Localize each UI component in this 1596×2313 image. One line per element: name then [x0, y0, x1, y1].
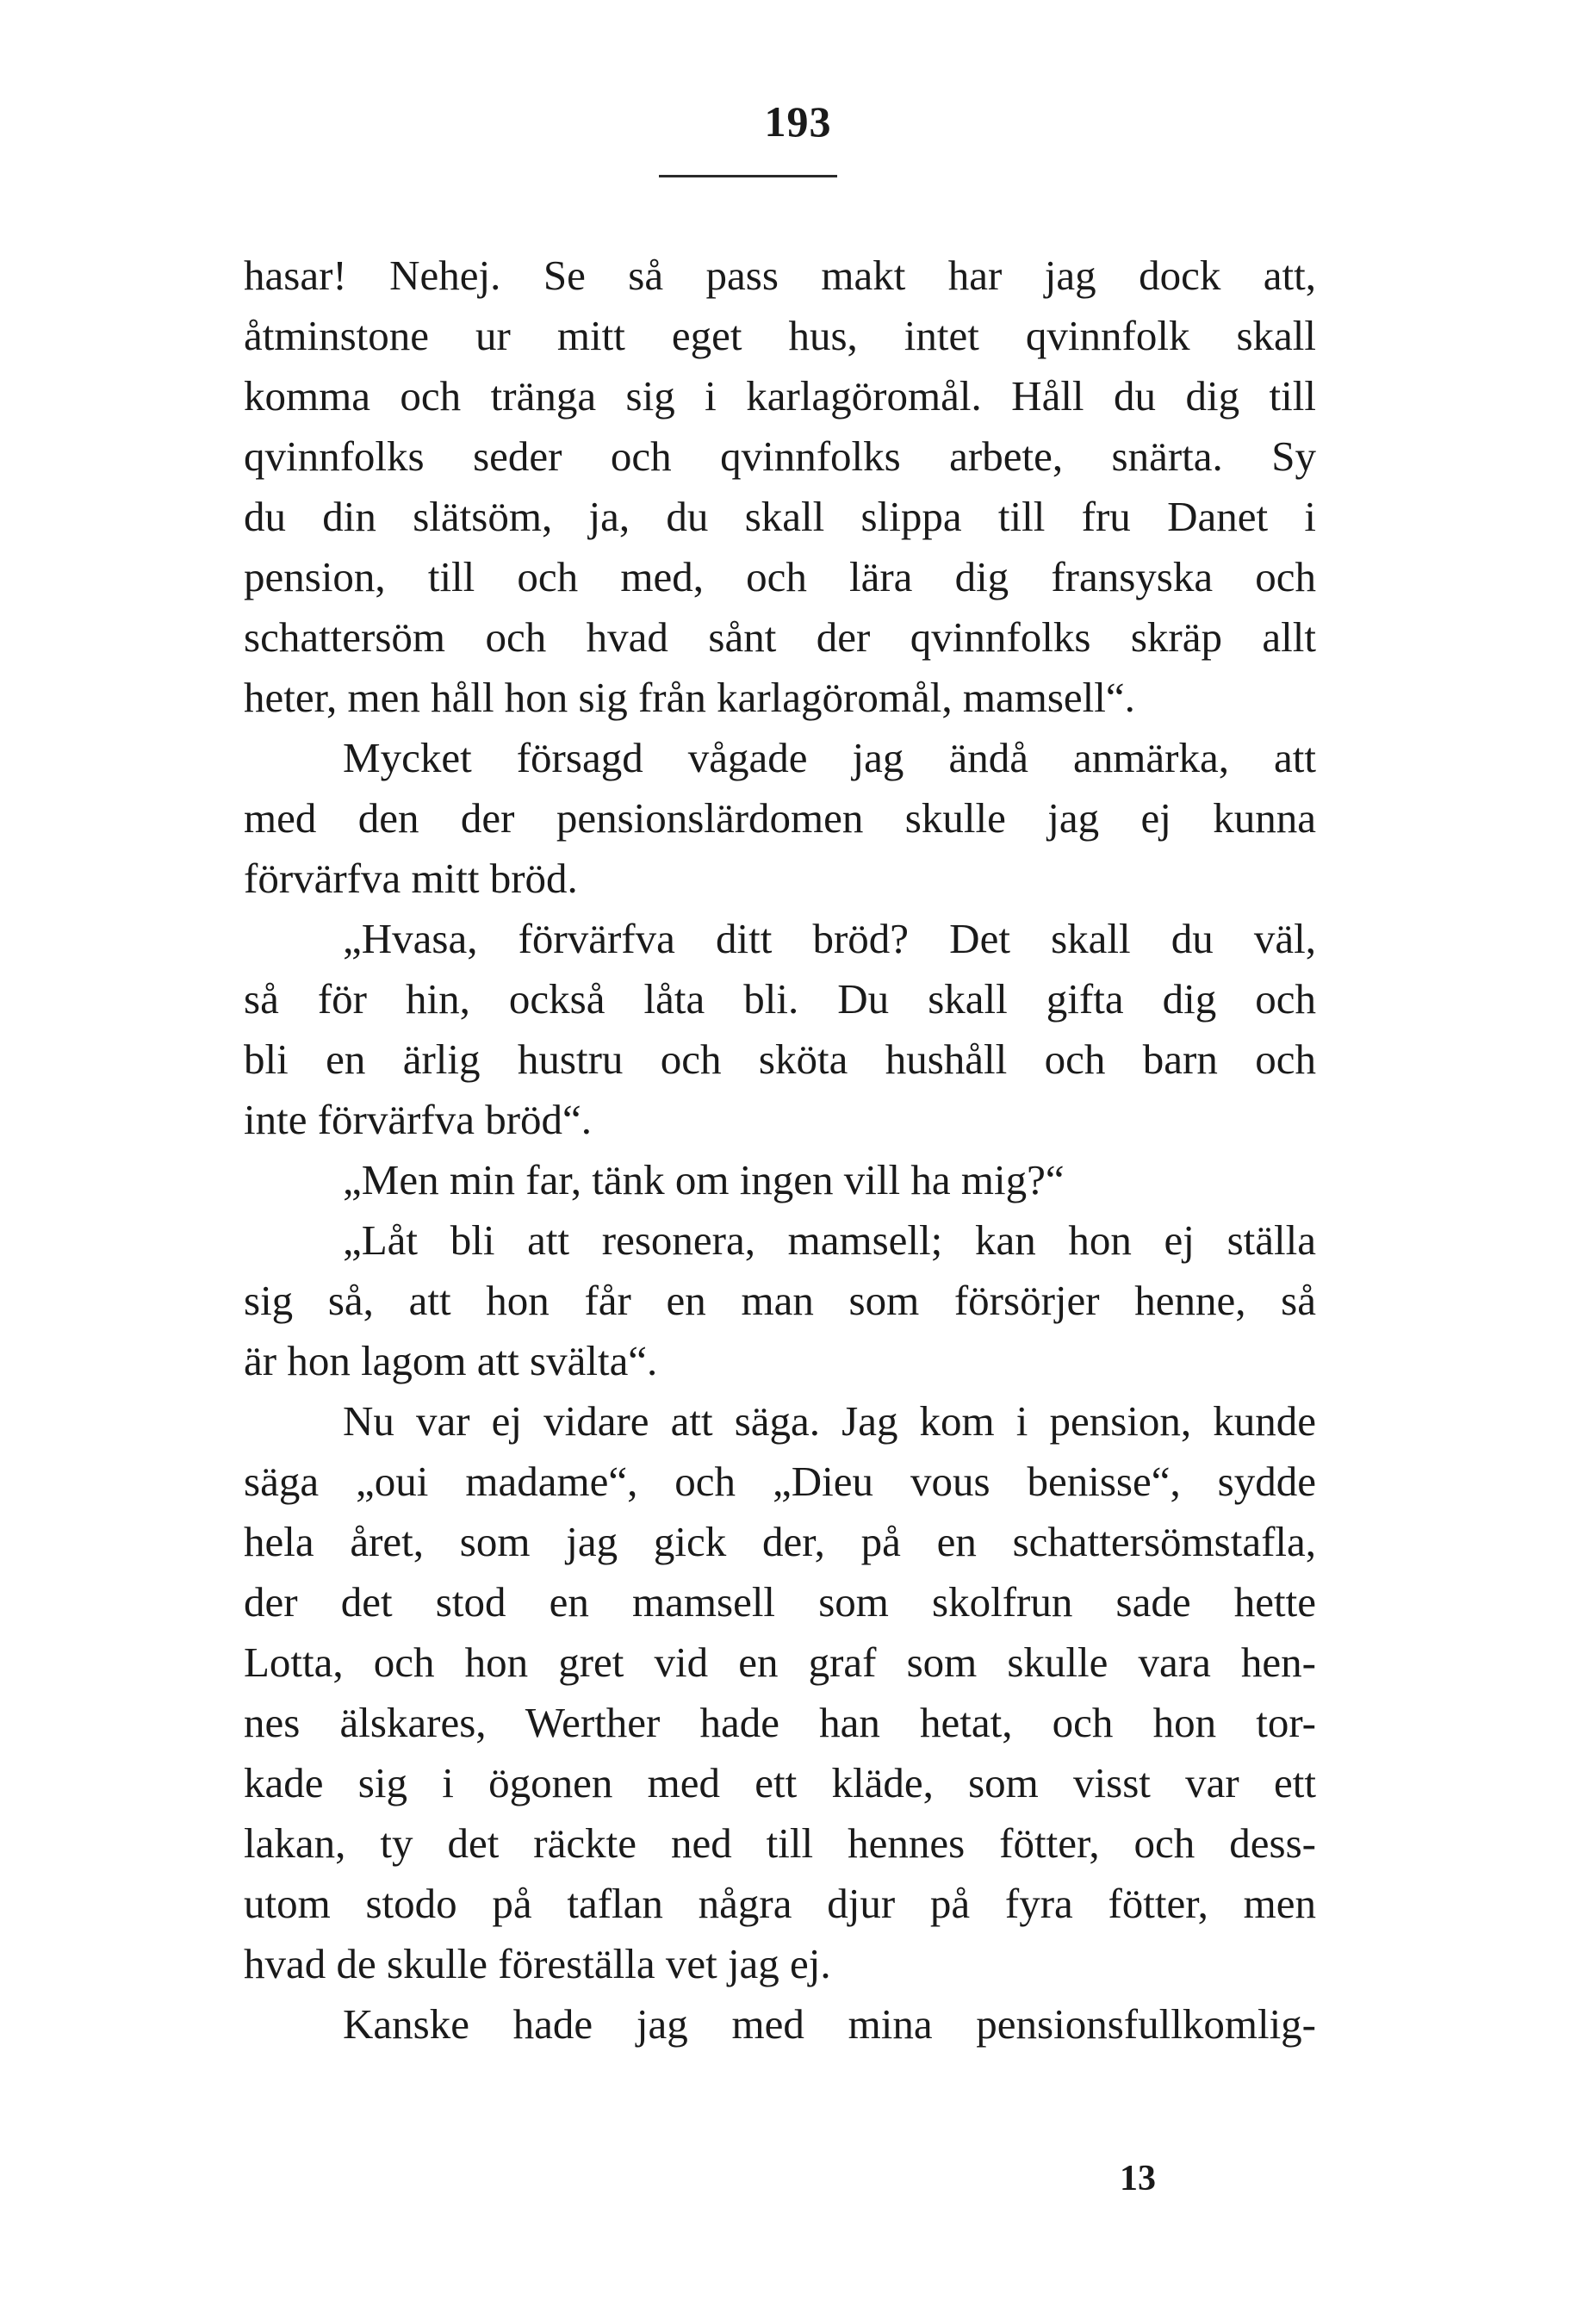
- text-line: pension, till och med, och lära dig fransyska och: [244, 553, 1316, 600]
- text-line: „Låt bli att resonera, mamsell; kan hon ej ställa: [343, 1216, 1316, 1264]
- text-line: är hon lagom att svälta“.: [244, 1337, 658, 1384]
- text-line: hvad de skulle föreställa vet jag ej.: [244, 1940, 831, 1987]
- text-line: med den der pensionslärdomen skulle jag ej kunna: [244, 794, 1316, 842]
- text-line: schattersöm och hvad sånt der qvinnfolks skräp allt: [244, 613, 1316, 661]
- page-number: 193: [764, 97, 832, 146]
- printer-signature-mark: 13: [1120, 2159, 1156, 2198]
- text-line: „Hvasa, förvärfva ditt bröd? Det skall du väl,: [343, 915, 1316, 962]
- header-rule: [659, 175, 837, 177]
- text-line: åtminstone ur mitt eget hus, intet qvinnfolk skall: [244, 312, 1316, 359]
- text-line: Lotta, och hon gret vid en graf som skulle vara hen-: [244, 1638, 1316, 1686]
- text-line: förvärfva mitt bröd.: [244, 855, 578, 902]
- text-line: utom stodo på taflan några djur på fyra fötter, men: [244, 1880, 1316, 1927]
- text-line: komma och tränga sig i karlagöromål. Håll du dig till: [244, 372, 1316, 420]
- text-line: kade sig i ögonen med ett kläde, som visst var ett: [244, 1759, 1316, 1806]
- text-line: Mycket försagd vågade jag ändå anmärka, att: [343, 734, 1316, 781]
- text-line: bli en ärlig hustru och sköta hushåll och barn och: [244, 1035, 1316, 1083]
- text-line: sig så, att hon får en man som försörjer henne, så: [244, 1277, 1316, 1324]
- text-line: så för hin, också låta bli. Du skall gifta dig och: [244, 975, 1316, 1023]
- text-line: „Men min far, tänk om ingen vill ha mig?“: [343, 1156, 1065, 1203]
- text-line: hasar! Nehej. Se så pass makt har jag dock att,: [244, 252, 1316, 299]
- text-line: Kanske hade jag med mina pensionsfullkomlig-: [343, 2000, 1316, 2048]
- text-line: Nu var ej vidare att säga. Jag kom i pension, kunde: [343, 1397, 1316, 1445]
- text-line: nes älskares, Werther hade han hetat, och hon tor-: [244, 1699, 1316, 1746]
- body-text: [244, 246, 1316, 2055]
- text-line: qvinnfolks seder och qvinnfolks arbete, snärta. Sy: [244, 432, 1316, 480]
- text-line: heter, men håll hon sig från karlagöromål, mamsell“.: [244, 674, 1135, 721]
- text-line: inte förvärfva bröd“.: [244, 1096, 593, 1143]
- text-line: du din slätsöm, ja, du skall slippa till fru Danet i: [244, 493, 1316, 540]
- text-line: säga „oui madame“, och „Dieu vous benisse“, sydde: [244, 1458, 1316, 1505]
- text-line: hela året, som jag gick der, på en schattersömstafla,: [244, 1518, 1316, 1565]
- text-line: der det stod en mamsell som skolfrun sade hette: [244, 1578, 1316, 1626]
- text-line: lakan, ty det räckte ned till hennes fötter, och dess-: [244, 1819, 1316, 1867]
